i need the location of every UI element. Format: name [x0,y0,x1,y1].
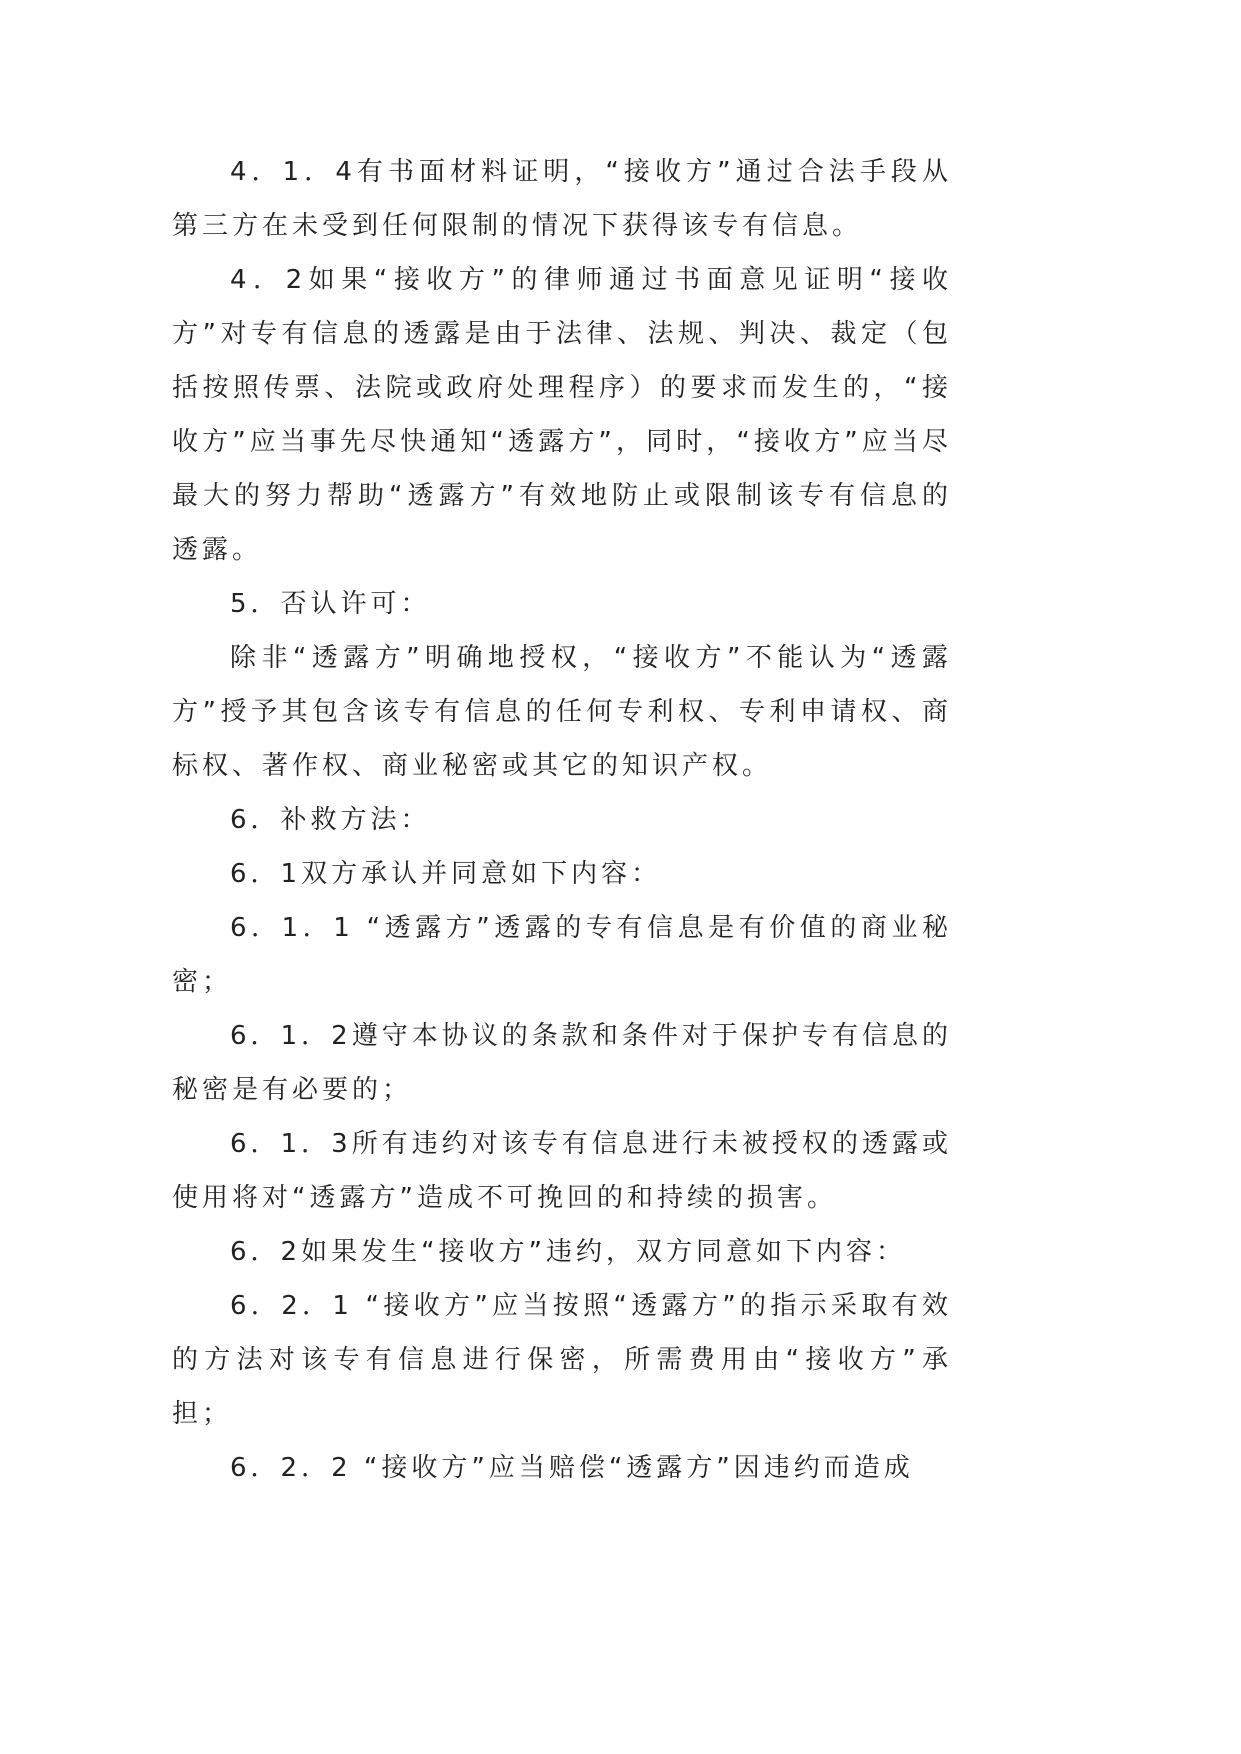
section-5-body: 除非“透露方”明确地授权，“接收方”不能认为“透露方”授予其包含该专有信息的任何专利权、专利申请权、商标权、著作权、商业秘密或其它的知识产权。 [172,643,952,781]
clause-6-1: 6．1双方承认并同意如下内容： [230,859,662,889]
clause-6-1-1: 6．1．1 “透露方”透露的专有信息是有价值的商业秘密； [172,913,952,997]
clause-6-1-2: 6．1．2遵守本协议的条款和条件对于保护专有信息的秘密是有必要的； [172,1021,952,1105]
document-body [172,145,952,1495]
clause-6-2-1: 6．2．1 “接收方”应当按照“透露方”的指示采取有效的方法对该专有信息进行保密，所需费用由“接收方”承担； [172,1291,952,1429]
section-6-heading: 6．补救方法： [230,805,431,835]
clause-6-1-3: 6．1．3所有违约对该专有信息进行未被授权的透露或使用将对“透露方”造成不可挽回的和持续的损害。 [172,1129,952,1213]
clause-6-2: 6．2如果发生“接收方”违约，双方同意如下内容： [230,1237,907,1267]
clause-4-2: 4．2如果“接收方”的律师通过书面意见证明“接收方”对专有信息的透露是由于法律、法规、判决、裁定（包括按照传票、法院或政府处理程序）的要求而发生的，“接收方”应当事先尽快通知“透露方”，同时，“接收方”应当尽最大的努力帮助“透露方”有效地防止或限制该专有信息的透露。 [172,265,952,565]
section-5-heading: 5．否认许可： [230,589,431,619]
clause-6-2-2: 6．2．2 “接收方”应当赔偿“透露方”因违约而造成 [230,1453,914,1483]
clause-4-1-4: 4．1．4有书面材料证明，“接收方”通过合法手段从第三方在未受到任何限制的情况下获得该专有信息。 [172,157,952,241]
